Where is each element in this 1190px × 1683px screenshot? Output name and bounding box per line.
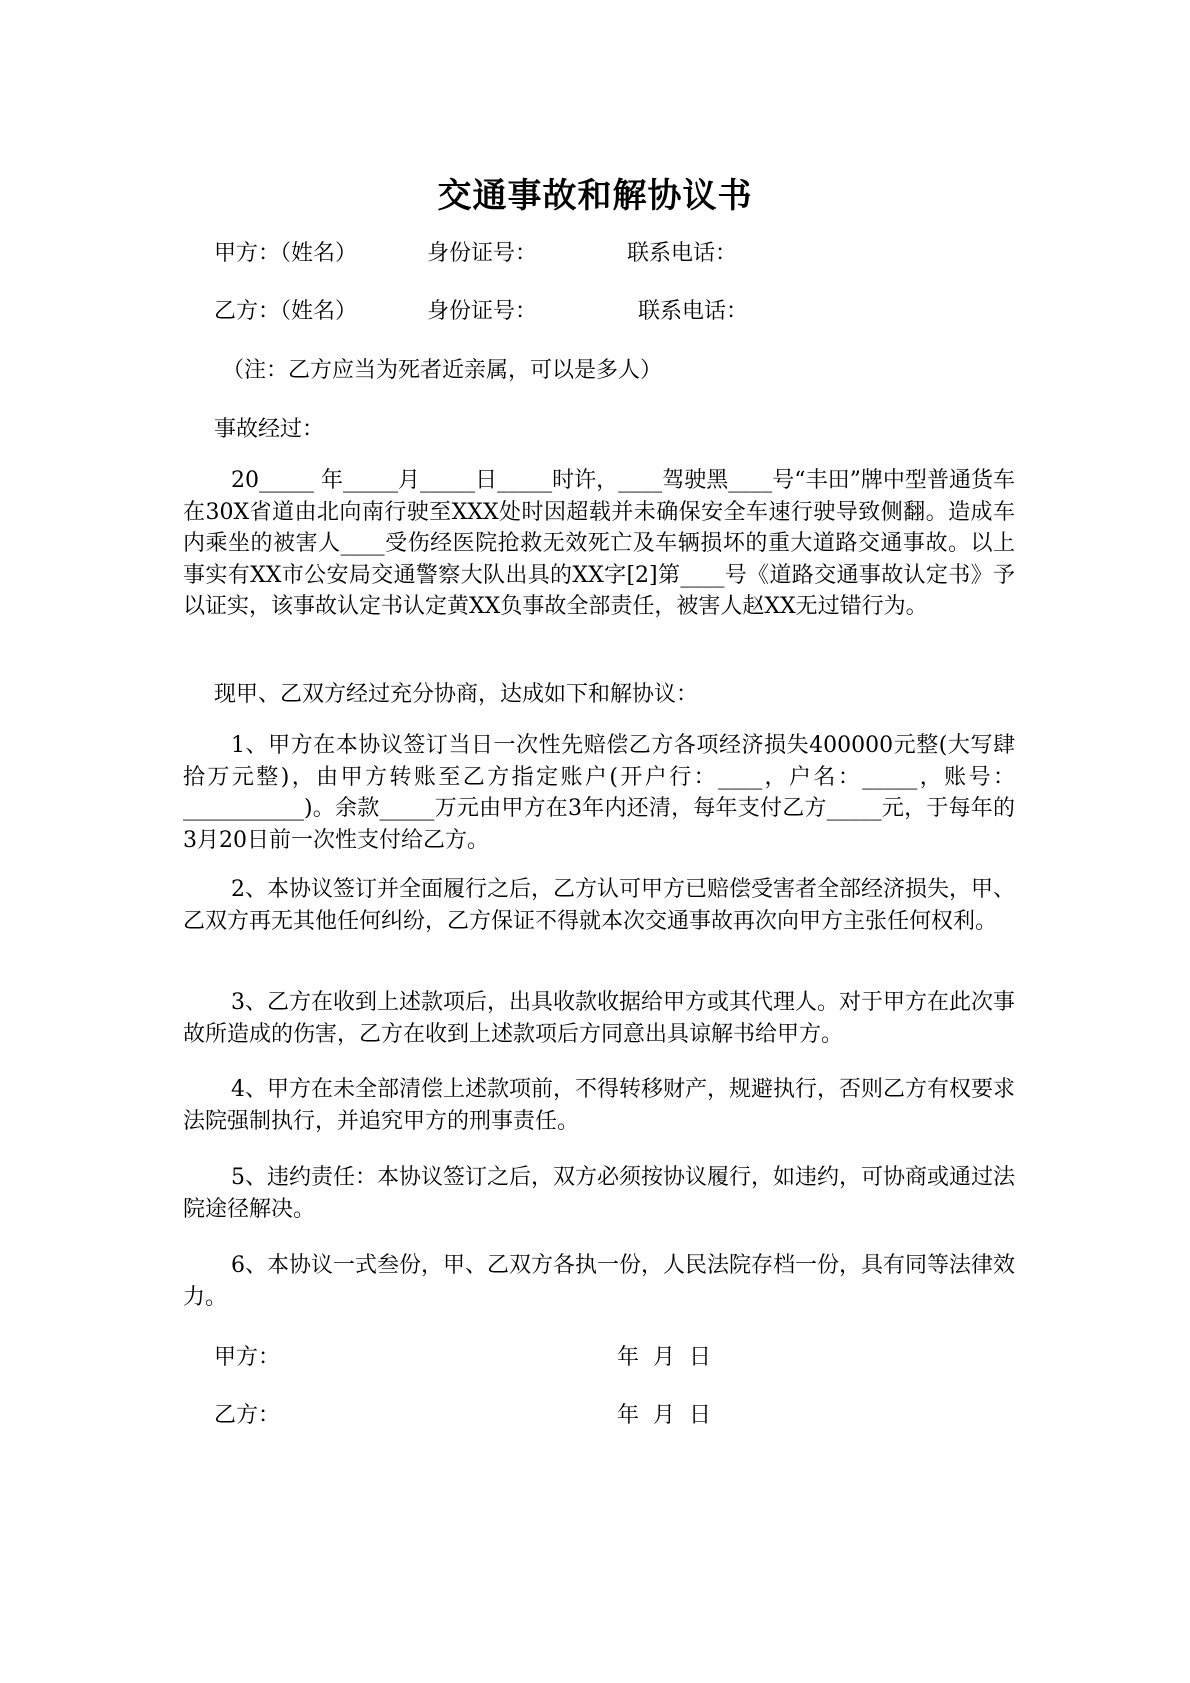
clause-6: 6、本协议一式叁份，甲、乙双方各执一份，人民法院存档一份，具有同等法律效力。 [183,1253,1015,1310]
clause-4: 4、甲方在未全部清偿上述款项前，不得转移财产，规避执行，否则乙方有权要求法院强制执行，并追究甲方的刑事责任。 [183,1077,1015,1134]
clause-2: 2、本协议签订并全面履行之后，乙方认可甲方已赔偿受害者全部经济损失，甲、乙双方再无其他任何纠纷，乙方保证不得就本次交通事故再次向甲方主张任何权利。 [183,877,1015,934]
accident-heading: 事故经过： [214,417,325,442]
signature-party-b-date: 年 月 日 [617,1403,711,1428]
party-b-id-label: 身份证号： [427,299,538,324]
party-b-phone-label: 联系电话： [638,299,749,324]
party-a-name-label: 甲方：（姓名） [214,241,358,266]
party-a-phone-label: 联系电话： [627,241,738,266]
clause-1: 1、甲方在本协议签订当日一次性先赔偿乙方各项经济损失400000元整(大写肆拾万元整)，由甲方转账至乙方指定账户(开户行：____，户名：_____，账号：___________)。余款_____万元由甲方在3年内还清，每年支付乙方_____元，于每年的3月20日前一次性支付给乙方。 [183,733,1015,853]
document-title: 交通事故和解协议书 [437,176,753,216]
signature-party-a-date: 年 月 日 [617,1345,711,1370]
clause-3: 3、乙方在收到上述款项后，出具收款收据给甲方或其代理人。对于甲方在此次事故所造成的伤害，乙方在收到上述款项后方同意出具谅解书给甲方。 [183,990,1015,1047]
clause-5: 5、违约责任：本协议签订之后，双方必须按协议履行，如违约，可协商或通过法院途径解决。 [183,1165,1015,1222]
party-a-id-label: 身份证号： [427,241,538,266]
agreement-intro: 现甲、乙双方经过充分协商，达成如下和解协议： [214,682,699,707]
accident-description: 20_____ 年_____月_____日_____时许，____驾驶黑____号“丰田”牌中型普通货车在30X省道由北向南行驶至XXX处时因超载并未确保安全车速行驶导致侧翻。造成车内乘坐的被害人____受伤经医院抢救无效死亡及车辆损坏的重大道路交通事故。以上事实有XX市公安局交通警察大队出具的XX字[2]第____号《道路交通事故认定书》予以证实，该事故认定书认定黄XX负事故全部责任，被害人赵XX无过错行为。 [183,468,1015,619]
signature-party-a-label: 甲方： [214,1345,281,1370]
party-b-note: （注：乙方应当为死者近亲属，可以是多人） [222,358,663,383]
signature-party-b-label: 乙方： [214,1403,281,1428]
party-b-name-label: 乙方：（姓名） [214,299,358,324]
